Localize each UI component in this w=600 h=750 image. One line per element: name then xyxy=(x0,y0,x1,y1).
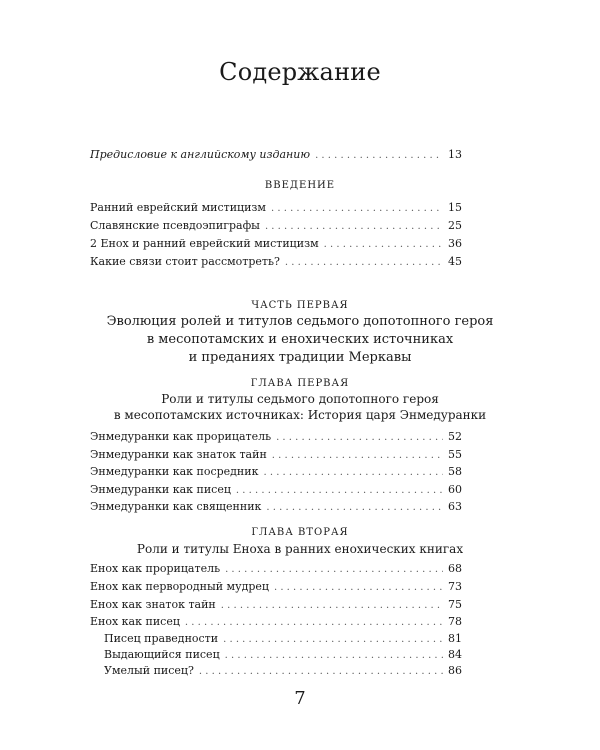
toc-entry-label: Енох как первородный мудрец xyxy=(90,580,269,593)
leader-dots xyxy=(266,502,443,513)
toc-entry-label: Энмедуранки как знаток тайн xyxy=(90,448,267,461)
toc-entry-label: Какие связи стоит рассмотреть? xyxy=(90,255,280,268)
chapter-label: ГЛАВА ПЕРВАЯ xyxy=(250,378,350,389)
toc-entry-page: 36 xyxy=(448,237,462,250)
section-heading-intro: ВВЕДЕНИЕ xyxy=(264,180,336,191)
leader-dots xyxy=(223,634,443,645)
leader-dots xyxy=(315,150,443,161)
toc-entry-label: Писец праведности xyxy=(104,632,219,645)
toc-entry[interactable] xyxy=(90,255,462,268)
chapter-title-line: в месопотамских источниках: История царя Энмедуранки xyxy=(113,408,487,422)
toc-entry-label: Умелый писец? xyxy=(104,664,194,677)
toc-entry[interactable] xyxy=(90,201,462,214)
toc-entry[interactable] xyxy=(90,580,462,593)
toc-entry[interactable] xyxy=(90,237,462,250)
chapter-title-line: Роли и титулы Еноха в ранних енохических книгах xyxy=(136,542,464,556)
toc-entry-page: 75 xyxy=(448,598,462,611)
toc-entry-page: 52 xyxy=(448,430,462,443)
toc-entry[interactable] xyxy=(90,500,462,513)
toc-entry-label: Енох как прорицатель xyxy=(90,562,221,575)
leader-dots xyxy=(221,600,443,611)
leader-dots xyxy=(263,467,443,478)
part-label: ЧАСТЬ ПЕРВАЯ xyxy=(251,300,349,311)
chapter-label: ГЛАВА ВТОРАЯ xyxy=(251,527,349,538)
toc-subentry[interactable] xyxy=(104,664,462,677)
leader-dots xyxy=(276,432,443,443)
toc-entry-label: Энмедуранки как посредник xyxy=(90,465,259,478)
toc-entry[interactable] xyxy=(90,562,462,575)
leader-dots xyxy=(236,485,443,496)
leader-dots xyxy=(199,666,443,677)
toc-entry[interactable] xyxy=(90,615,462,628)
leader-dots xyxy=(272,450,443,461)
toc-entry-label: Ранний еврейский мистицизм xyxy=(90,201,266,214)
toc-entry-label: Выдающийся писец xyxy=(104,648,220,661)
toc-entry-page: 58 xyxy=(448,465,462,478)
leader-dots xyxy=(285,257,443,268)
leader-dots xyxy=(271,203,443,214)
toc-entry-page: 73 xyxy=(448,580,462,593)
toc-entry-label: Энмедуранки как прорицатель xyxy=(90,430,272,443)
leader-dots xyxy=(324,239,443,250)
toc-entry-label: Предисловие к английскому изданию xyxy=(90,148,311,161)
page-title: Содержание xyxy=(219,58,381,86)
toc-subentry[interactable] xyxy=(104,648,462,661)
part-title-line: и преданиях традиции Меркавы xyxy=(188,350,412,365)
leader-dots xyxy=(274,582,443,593)
toc-entry-page: 55 xyxy=(448,448,462,461)
toc-entry[interactable] xyxy=(90,465,462,478)
toc-entry-page: 68 xyxy=(448,562,462,575)
toc-entry-page: 13 xyxy=(448,148,462,161)
toc-entry[interactable] xyxy=(90,598,462,611)
toc-entry-page: 63 xyxy=(448,500,462,513)
toc-entry-label: Енох как писец xyxy=(90,615,180,628)
toc-entry-label: Энмедуранки как писец xyxy=(90,483,231,496)
toc-entry-label: 2 Енох и ранний еврейский мистицизм xyxy=(90,237,319,250)
toc-entry-label: Энмедуранки как священник xyxy=(90,500,262,513)
toc-entry-page: 25 xyxy=(448,219,462,232)
toc-entry-label: Енох как знаток тайн xyxy=(90,598,216,611)
leader-dots xyxy=(185,617,443,628)
toc-entry[interactable] xyxy=(90,219,462,232)
toc-entry-preface[interactable] xyxy=(90,148,462,161)
page-number: 7 xyxy=(294,688,306,709)
toc-entry-page: 60 xyxy=(448,483,462,496)
leader-dots xyxy=(225,650,443,661)
part-title-line: Эволюция ролей и титулов седьмого допотопного героя xyxy=(106,314,494,329)
toc-entry-page: 15 xyxy=(448,201,462,214)
toc-entry-page: 84 xyxy=(448,648,462,661)
toc-entry-page: 45 xyxy=(448,255,462,268)
toc-subentry[interactable] xyxy=(104,632,462,645)
part-title-line: в месопотамских и енохических источниках xyxy=(146,332,454,347)
toc-entry-page: 78 xyxy=(448,615,462,628)
toc-entry[interactable] xyxy=(90,448,462,461)
toc-entry-page: 86 xyxy=(448,664,462,677)
toc-entry[interactable] xyxy=(90,483,462,496)
leader-dots xyxy=(225,564,443,575)
leader-dots xyxy=(265,221,443,232)
toc-entry-label: Славянские псевдоэпиграфы xyxy=(90,219,260,232)
chapter-title-line: Роли и титулы седьмого допотопного героя xyxy=(161,392,439,406)
toc-entry-page: 81 xyxy=(448,632,462,645)
toc-entry[interactable] xyxy=(90,430,462,443)
